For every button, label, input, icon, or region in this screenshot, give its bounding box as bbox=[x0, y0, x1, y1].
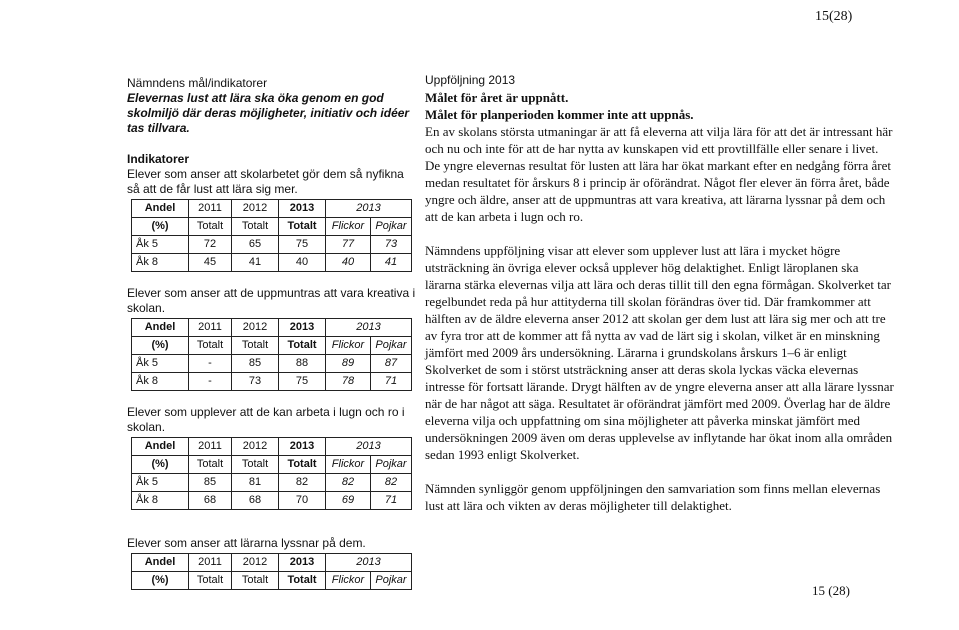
table-cell: 40 bbox=[326, 254, 371, 272]
table-row bbox=[132, 474, 412, 492]
table-cell: Pojkar bbox=[371, 572, 412, 590]
table-cell: Andel bbox=[132, 200, 189, 218]
table-header-row bbox=[132, 218, 412, 236]
table-cell: Flickor bbox=[326, 337, 371, 355]
table-cell: 82 bbox=[371, 474, 412, 492]
table-cell: 2012 bbox=[232, 438, 279, 456]
table-cell: Andel bbox=[132, 554, 189, 572]
indicator-4 bbox=[127, 536, 417, 590]
right-column bbox=[425, 72, 895, 514]
table-cell: 81 bbox=[232, 474, 279, 492]
table-cell: Flickor bbox=[326, 456, 371, 474]
table-cell: 2011 bbox=[189, 200, 232, 218]
followup-paragraph-1: En av skolans största utmaningar är att få eleverna att vilja lära för att det är intressant här och nu och inte för att de har nytta av kunskapen vid ett provtillfälle eller senare i livet. De yngre elevernas resultat för lusten att lära har ökat markant efter en nedgång förra året medan resultatet för årskurs 8 i princip är oförändrat. Något fler elever än förra året, både yngre och äldre, anser att de uppmuntras att vara kreativa, att lärarna lyssnar på dem och att de kan arbeta i lugn och ro. bbox=[425, 124, 893, 224]
table-cell: (%) bbox=[132, 218, 189, 236]
table-cell: Åk 8 bbox=[132, 254, 189, 272]
table-cell: Pojkar bbox=[371, 218, 412, 236]
table-cell: 2012 bbox=[232, 319, 279, 337]
table-row bbox=[132, 355, 412, 373]
table-cell: (%) bbox=[132, 572, 189, 590]
table-cell: 68 bbox=[189, 492, 232, 510]
table-cell: Totalt bbox=[189, 456, 232, 474]
indicator-table bbox=[131, 553, 412, 590]
table-cell: 40 bbox=[279, 254, 326, 272]
indicator-table bbox=[131, 437, 412, 510]
table-cell: 2012 bbox=[232, 554, 279, 572]
table-cell: 70 bbox=[279, 492, 326, 510]
followup-heading: Uppföljning 2013 bbox=[425, 73, 516, 87]
table-cell: 68 bbox=[232, 492, 279, 510]
table-header-row bbox=[132, 319, 412, 337]
indicator-3 bbox=[127, 405, 417, 510]
table-cell: 41 bbox=[232, 254, 279, 272]
table-cell: 2013 bbox=[326, 200, 412, 218]
table-header-row bbox=[132, 554, 412, 572]
indicator-text: Elever som anser att skolarbetet gör dem så nyfikna så att de får lust att lära sig mer. bbox=[127, 167, 404, 196]
section-title: Nämndens mål/indikatorer bbox=[127, 76, 268, 90]
table-cell: Totalt bbox=[189, 572, 232, 590]
table-cell: Pojkar bbox=[371, 337, 412, 355]
table-cell: 89 bbox=[326, 355, 371, 373]
table-cell: Flickor bbox=[326, 572, 371, 590]
table-header-row bbox=[132, 572, 412, 590]
table-row bbox=[132, 254, 412, 272]
table-cell: 73 bbox=[232, 373, 279, 391]
table-cell: 75 bbox=[279, 236, 326, 254]
table-cell: Åk 8 bbox=[132, 492, 189, 510]
indicator-text: Elever som anser att de uppmuntras att vara kreativa i skolan. bbox=[127, 286, 416, 315]
indicator-2 bbox=[127, 286, 417, 391]
table-cell: Totalt bbox=[232, 456, 279, 474]
table-cell: Totalt bbox=[279, 337, 326, 355]
table-cell: Totalt bbox=[189, 218, 232, 236]
table-cell: - bbox=[189, 355, 232, 373]
table-cell: 85 bbox=[232, 355, 279, 373]
table-cell: 75 bbox=[279, 373, 326, 391]
table-cell: Totalt bbox=[279, 218, 326, 236]
table-cell: 77 bbox=[326, 236, 371, 254]
table-cell: 2011 bbox=[189, 554, 232, 572]
table-cell: Andel bbox=[132, 319, 189, 337]
table-row bbox=[132, 492, 412, 510]
table-cell: (%) bbox=[132, 456, 189, 474]
page-number-top: 15(28) bbox=[815, 9, 853, 24]
indicator-table bbox=[131, 318, 412, 391]
table-cell: 71 bbox=[371, 373, 412, 391]
goal-text: Elevernas lust att lära ska öka genom en god skolmiljö där deras möjligheter, initiativ och idéer tas tillvara. bbox=[127, 91, 410, 135]
table-cell: 45 bbox=[189, 254, 232, 272]
table-cell: Åk 5 bbox=[132, 355, 189, 373]
page-number-bottom: 15 (28) bbox=[812, 583, 850, 598]
table-cell: 78 bbox=[326, 373, 371, 391]
table-cell: 85 bbox=[189, 474, 232, 492]
table-cell: Åk 8 bbox=[132, 373, 189, 391]
table-cell: 87 bbox=[371, 355, 412, 373]
table-cell: 72 bbox=[189, 236, 232, 254]
followup-paragraph-2: Nämndens uppföljning visar att elever som upplever lust att lära i mycket högre utsträckning än övriga elever också upplever hög delaktighet. Enligt läroplanen ska lärarna stärka elevernas vilja att lära och deras tillit till den egna förmågan. Skolverket tar regelbundet reda på hur attityderna till skolan förändras över tid. Där framkommer att hälften av de äldre eleverna anser 2012 att skolan ger dem lust att lära sig mer och att tre av fyra tror att de kommer att få nytta av vad de lärt sig i skolan, vilket är en minskning jämfört med 2009 års undersökning. Lärarna i grundskolans årskurs 1–6 är enligt Skolverket de som i störst utsträckning anser att deras skola lyckas väcka elevernas intresse för fortsatt lärande. Drygt hälften av de yngre eleverna anser att alla lärare lyssnar när de har något att säga. Resultatet är oförändrat jämfört med 2009. Överlag har de äldre eleverna vilja och uppfattning om sina möjligheter att påverka minskat jämfört med undersökningen 2009 även om deras upplevelse av inflytande har ökat inom alla områden sedan 1993 enligt Skolverket. bbox=[425, 243, 894, 462]
table-cell: 88 bbox=[279, 355, 326, 373]
table-cell: 73 bbox=[371, 236, 412, 254]
table-cell: 2013 bbox=[279, 554, 326, 572]
table-cell: Totalt bbox=[232, 337, 279, 355]
table-cell: - bbox=[189, 373, 232, 391]
table-cell: 2013 bbox=[279, 319, 326, 337]
indicator-table bbox=[131, 199, 412, 272]
table-cell: 2013 bbox=[279, 200, 326, 218]
indicators-heading: Indikatorer bbox=[127, 152, 190, 166]
table-cell: 2013 bbox=[326, 319, 412, 337]
table-cell: (%) bbox=[132, 337, 189, 355]
table-cell: Åk 5 bbox=[132, 236, 189, 254]
left-column bbox=[127, 76, 417, 590]
status-year-goal: Målet för året är uppnått. bbox=[425, 90, 569, 105]
table-cell: 82 bbox=[326, 474, 371, 492]
table-header-row bbox=[132, 337, 412, 355]
indicator-text: Elever som upplever att de kan arbeta i lugn och ro i skolan. bbox=[127, 405, 405, 434]
table-cell: 41 bbox=[371, 254, 412, 272]
table-row bbox=[132, 236, 412, 254]
table-cell: 2011 bbox=[189, 319, 232, 337]
table-cell: 2013 bbox=[326, 554, 412, 572]
followup-paragraph-3: Nämnden synliggör genom uppföljningen den samvariation som finns mellan elevernas lust att lära och vikten av deras möjligheter till delaktighet. bbox=[425, 481, 881, 513]
table-cell: Andel bbox=[132, 438, 189, 456]
table-cell: Totalt bbox=[279, 572, 326, 590]
table-cell: Totalt bbox=[232, 218, 279, 236]
table-cell: 2011 bbox=[189, 438, 232, 456]
table-cell: 65 bbox=[232, 236, 279, 254]
table-cell: 69 bbox=[326, 492, 371, 510]
table-cell: Flickor bbox=[326, 218, 371, 236]
table-cell: 2013 bbox=[326, 438, 412, 456]
table-cell: Pojkar bbox=[371, 456, 412, 474]
table-cell: Totalt bbox=[189, 337, 232, 355]
table-cell: Åk 5 bbox=[132, 474, 189, 492]
table-cell: 71 bbox=[371, 492, 412, 510]
indicator-1 bbox=[127, 167, 417, 272]
table-header-row bbox=[132, 200, 412, 218]
table-header-row bbox=[132, 438, 412, 456]
status-period-goal: Målet för planperioden kommer inte att uppnås. bbox=[425, 107, 694, 122]
table-cell: 82 bbox=[279, 474, 326, 492]
table-header-row bbox=[132, 456, 412, 474]
indicator-text: Elever som anser att lärarna lyssnar på dem. bbox=[127, 536, 366, 550]
table-cell: 2012 bbox=[232, 200, 279, 218]
table-cell: 2013 bbox=[279, 438, 326, 456]
table-row bbox=[132, 373, 412, 391]
table-cell: Totalt bbox=[279, 456, 326, 474]
table-cell: Totalt bbox=[232, 572, 279, 590]
